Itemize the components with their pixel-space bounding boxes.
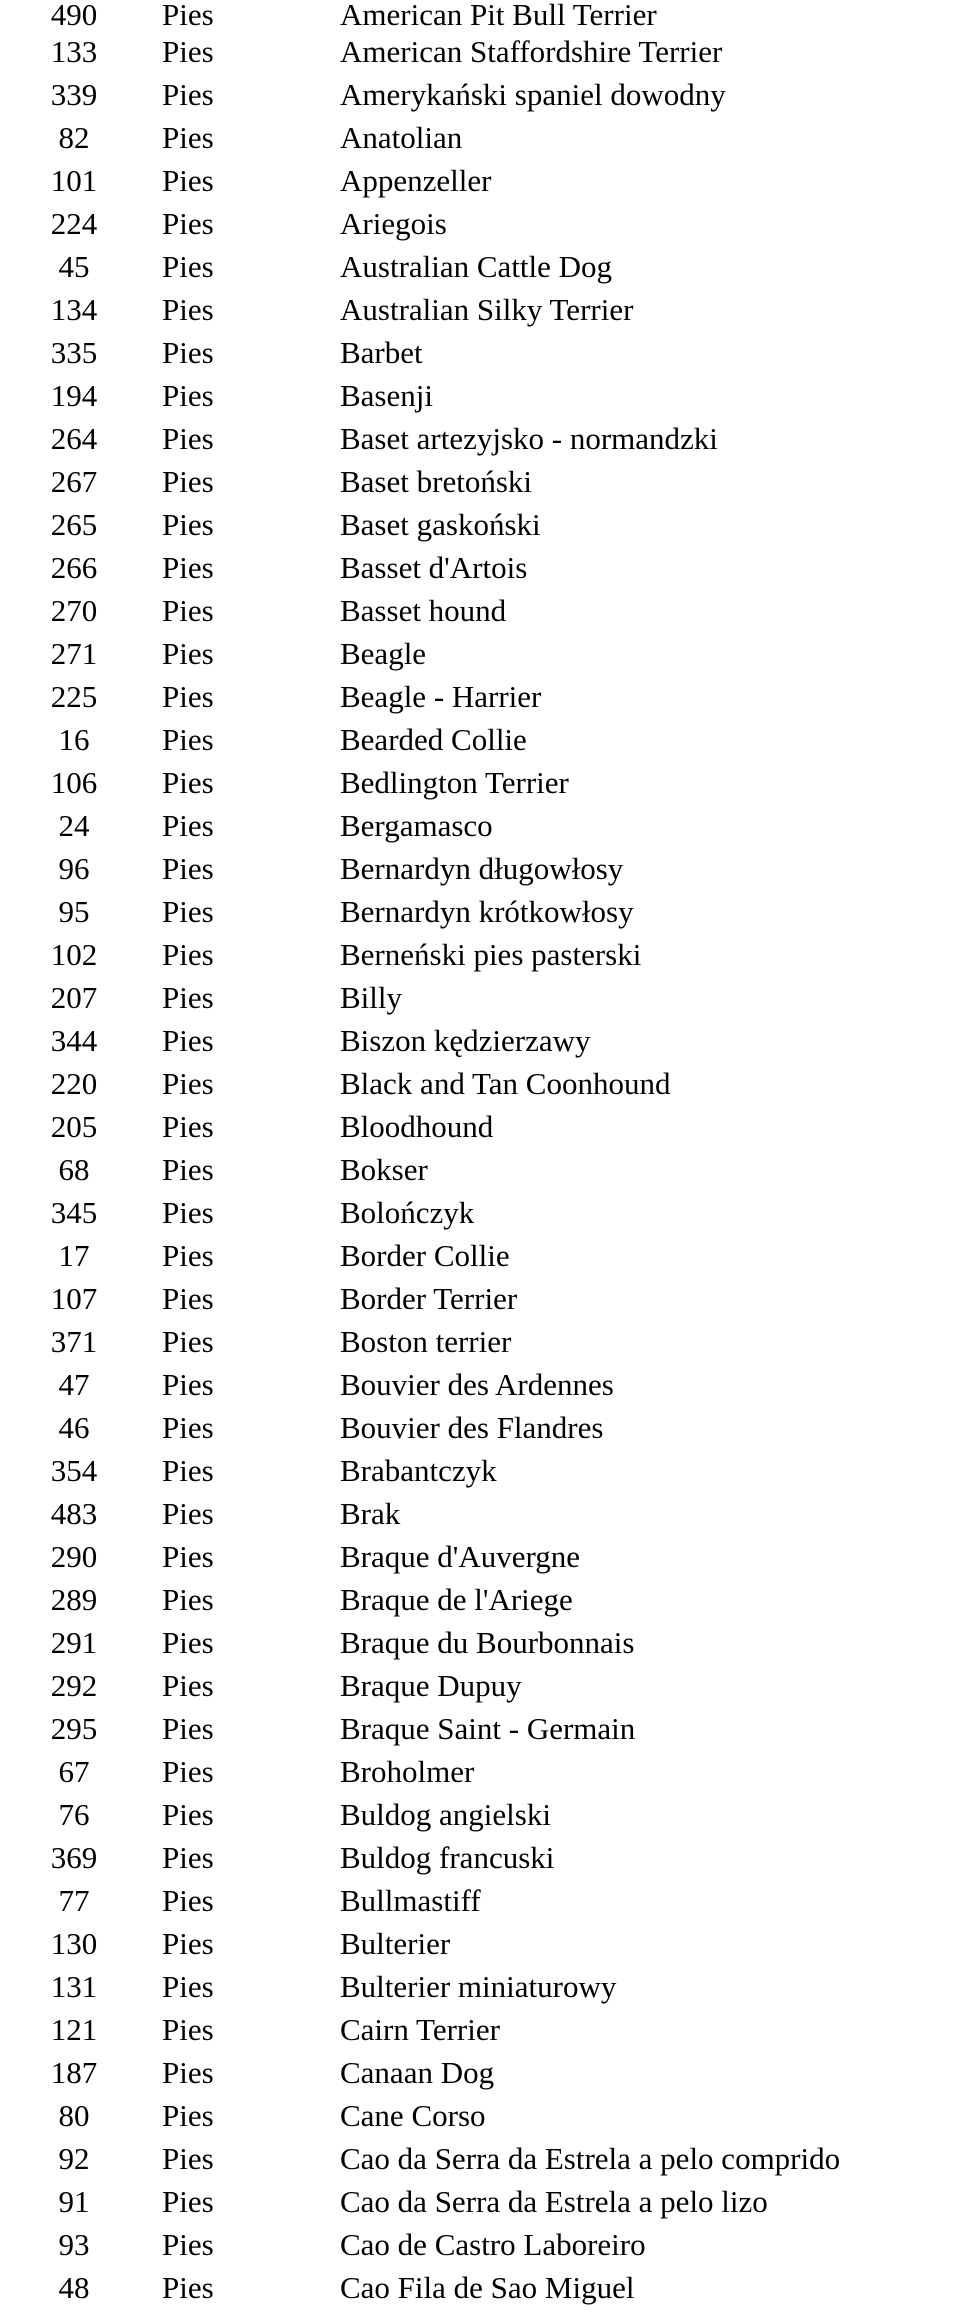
species-cell: Pies [162,2012,214,2047]
species-cell: Pies [162,894,214,929]
breed-id-cell: 134 [50,292,98,327]
breed-name-cell: Biszon kędzierzawy [340,1023,591,1058]
breed-name-cell: Baset artezyjsko - normandzki [340,421,718,456]
breed-id-cell: 490 [50,0,98,32]
species-cell: Pies [162,1109,214,1144]
table-row [0,1793,960,1836]
breed-name-cell: Buldog francuski [340,1840,555,1875]
table-row [0,1492,960,1535]
species-cell: Pies [162,2227,214,2262]
table-row [0,933,960,976]
table-row [0,331,960,374]
breed-name-cell: Amerykański spaniel dowodny [340,77,726,112]
table-row [0,718,960,761]
breed-id-cell: 295 [50,1711,98,1746]
breed-id-cell: 264 [50,421,98,456]
species-cell: Pies [162,378,214,413]
table-row [0,1879,960,1922]
breed-name-cell: Cane Corso [340,2098,486,2133]
species-cell: Pies [162,1023,214,1058]
species-cell: Pies [162,2141,214,2176]
breed-name-cell: Bernardyn krótkowłosy [340,894,634,929]
breed-id-cell: 96 [58,851,90,886]
table-row [0,1320,960,1363]
species-cell: Pies [162,1152,214,1187]
breed-name-cell: Basset d'Artois [340,550,528,585]
breed-name-cell: Bulterier [340,1926,451,1961]
breed-id-cell: 371 [50,1324,98,1359]
species-cell: Pies [162,636,214,671]
table-row [0,503,960,546]
breed-name-cell: Braque Dupuy [340,1668,522,1703]
table-row [0,0,960,30]
breed-name-cell: Bokser [340,1152,428,1187]
breed-id-cell: 93 [58,2227,90,2262]
table-row [0,1836,960,1879]
breed-name-cell: Basset hound [340,593,507,628]
breed-name-cell: Cao Fila de Sao Miguel [340,2270,635,2305]
table-row [0,675,960,718]
breed-id-cell: 344 [50,1023,98,1058]
species-cell: Pies [162,2184,214,2219]
breed-id-cell: 266 [50,550,98,585]
table-row [0,976,960,1019]
species-cell: Pies [162,1324,214,1359]
species-cell: Pies [162,1195,214,1230]
breed-name-cell: Border Collie [340,1238,510,1273]
table-row [0,1621,960,1664]
species-cell: Pies [162,1582,214,1617]
table-row [0,417,960,460]
breed-id-cell: 220 [50,1066,98,1101]
table-row [0,1750,960,1793]
species-cell: Pies [162,1969,214,2004]
breed-name-cell: Border Terrier [340,1281,518,1316]
table-row [0,73,960,116]
breed-name-cell: Braque d'Auvergne [340,1539,581,1574]
breed-name-cell: Bergamasco [340,808,493,843]
table-row [0,1535,960,1578]
breed-id-cell: 77 [58,1883,90,1918]
species-cell: Pies [162,980,214,1015]
breed-id-cell: 354 [50,1453,98,1488]
breed-name-cell: Anatolian [340,120,463,155]
species-cell: Pies [162,335,214,370]
breed-name-cell: Berneński pies pasterski [340,937,642,972]
species-cell: Pies [162,1238,214,1273]
table-row [0,2223,960,2266]
breed-name-cell: Braque Saint - Germain [340,1711,636,1746]
breed-id-cell: 267 [50,464,98,499]
table-row [0,2051,960,2094]
breed-id-cell: 207 [50,980,98,1015]
breed-name-cell: American Staffordshire Terrier [340,34,723,69]
breed-id-cell: 130 [50,1926,98,1961]
breed-name-cell: Billy [340,980,403,1015]
breed-name-cell: Australian Silky Terrier [340,292,634,327]
species-cell: Pies [162,1754,214,1789]
species-cell: Pies [162,507,214,542]
species-cell: Pies [162,1926,214,1961]
breed-name-cell: Australian Cattle Dog [340,249,613,284]
breed-name-cell: Boston terrier [340,1324,512,1359]
breed-id-cell: 270 [50,593,98,628]
breed-name-cell: Cao de Castro Laboreiro [340,2227,646,2262]
table-row [0,1965,960,2008]
table-row [0,288,960,331]
species-cell: Pies [162,1625,214,1660]
breed-name-cell: Cairn Terrier [340,2012,500,2047]
species-cell: Pies [162,464,214,499]
breed-name-cell: Cao da Serra da Estrela a pelo comprido [340,2141,841,2176]
species-cell: Pies [162,1066,214,1101]
breed-name-cell: Canaan Dog [340,2055,495,2090]
species-cell: Pies [162,163,214,198]
breed-name-cell: Barbet [340,335,423,370]
species-cell: Pies [162,851,214,886]
species-cell: Pies [162,1367,214,1402]
table-row [0,2266,960,2309]
table-row [0,1406,960,1449]
breed-id-cell: 289 [50,1582,98,1617]
breed-id-cell: 290 [50,1539,98,1574]
breed-name-cell: Buldog angielski [340,1797,551,1832]
breed-id-cell: 82 [58,120,90,155]
species-cell: Pies [162,206,214,241]
table-row [0,1664,960,1707]
breed-id-cell: 107 [50,1281,98,1316]
species-cell: Pies [162,120,214,155]
table-row [0,1234,960,1277]
breed-name-cell: Basenji [340,378,433,413]
species-cell: Pies [162,1840,214,1875]
species-cell: Pies [162,722,214,757]
table-row [0,460,960,503]
breed-name-cell: Bloodhound [340,1109,494,1144]
species-cell: Pies [162,550,214,585]
table-row [0,159,960,202]
breed-name-cell: Bedlington Terrier [340,765,569,800]
breed-id-cell: 345 [50,1195,98,1230]
breed-id-cell: 91 [58,2184,90,2219]
breed-id-cell: 225 [50,679,98,714]
breed-id-cell: 47 [58,1367,90,1402]
breed-id-cell: 121 [50,2012,98,2047]
table-row [0,116,960,159]
breed-name-cell: Brak [340,1496,401,1531]
table-row [0,374,960,417]
breed-id-cell: 335 [50,335,98,370]
species-cell: Pies [162,421,214,456]
breed-id-cell: 95 [58,894,90,929]
breed-id-cell: 291 [50,1625,98,1660]
table-row [0,1578,960,1621]
table-row [0,1922,960,1965]
table-row [0,761,960,804]
species-cell: Pies [162,0,214,32]
breed-name-cell: Bolończyk [340,1195,475,1230]
breed-name-cell: Baset gaskoński [340,507,541,542]
species-cell: Pies [162,1668,214,1703]
breed-id-cell: 16 [58,722,90,757]
species-cell: Pies [162,1281,214,1316]
table-row [0,2180,960,2223]
breed-name-cell: Braque de l'Ariege [340,1582,573,1617]
table-row [0,1019,960,1062]
breed-name-cell: Broholmer [340,1754,475,1789]
table-row [0,245,960,288]
table-row [0,804,960,847]
breed-id-cell: 76 [58,1797,90,1832]
breed-id-cell: 68 [58,1152,90,1187]
breed-name-cell: Bouvier des Flandres [340,1410,604,1445]
breed-id-cell: 92 [58,2141,90,2176]
species-cell: Pies [162,765,214,800]
table-row [0,202,960,245]
breed-name-cell: Bouvier des Ardennes [340,1367,614,1402]
breed-id-cell: 46 [58,1410,90,1445]
table-row [0,890,960,933]
species-cell: Pies [162,249,214,284]
species-cell: Pies [162,2270,214,2305]
table-row [0,2137,960,2180]
breed-id-cell: 369 [50,1840,98,1875]
breed-id-cell: 483 [50,1496,98,1531]
breed-name-cell: Beagle - Harrier [340,679,542,714]
table-row [0,546,960,589]
species-cell: Pies [162,1453,214,1488]
breed-name-cell: Bernardyn długowłosy [340,851,624,886]
breed-id-cell: 131 [50,1969,98,2004]
breed-name-cell: Bearded Collie [340,722,527,757]
breed-name-cell: Ariegois [340,206,447,241]
species-cell: Pies [162,1797,214,1832]
breed-name-cell: Baset bretoński [340,464,532,499]
breed-name-cell: Beagle [340,636,427,671]
breed-name-cell: Braque du Bourbonnais [340,1625,635,1660]
breed-id-cell: 292 [50,1668,98,1703]
breed-id-cell: 102 [50,937,98,972]
breed-name-cell: American Pit Bull Terrier [340,0,657,32]
species-cell: Pies [162,1883,214,1918]
breed-id-cell: 67 [58,1754,90,1789]
table-row [0,1148,960,1191]
table-row [0,30,960,73]
table-row [0,2094,960,2137]
species-cell: Pies [162,1539,214,1574]
species-cell: Pies [162,77,214,112]
breed-id-cell: 133 [50,34,98,69]
species-cell: Pies [162,593,214,628]
table-row [0,1062,960,1105]
species-cell: Pies [162,1711,214,1746]
species-cell: Pies [162,937,214,972]
species-cell: Pies [162,2098,214,2133]
table-row [0,1449,960,1492]
breed-id-cell: 45 [58,249,90,284]
breed-id-cell: 17 [58,1238,90,1273]
breed-name-cell: Appenzeller [340,163,492,198]
breed-id-cell: 106 [50,765,98,800]
breed-name-cell: Bullmastiff [340,1883,481,1918]
species-cell: Pies [162,1496,214,1531]
breed-id-cell: 271 [50,636,98,671]
breed-id-cell: 205 [50,1109,98,1144]
breed-id-cell: 101 [50,163,98,198]
species-cell: Pies [162,1410,214,1445]
breed-id-cell: 265 [50,507,98,542]
breed-name-cell: Bulterier miniaturowy [340,1969,617,2004]
species-cell: Pies [162,2055,214,2090]
breed-id-cell: 339 [50,77,98,112]
species-cell: Pies [162,679,214,714]
breed-name-cell: Black and Tan Coonhound [340,1066,671,1101]
table-row [0,1363,960,1406]
species-cell: Pies [162,34,214,69]
table-row [0,847,960,890]
table-row [0,1707,960,1750]
breed-id-cell: 224 [50,206,98,241]
breed-id-cell: 187 [50,2055,98,2090]
table-row [0,1105,960,1148]
table-row [0,632,960,675]
breed-id-cell: 48 [58,2270,90,2305]
breed-id-cell: 194 [50,378,98,413]
species-cell: Pies [162,808,214,843]
breed-id-cell: 24 [58,808,90,843]
table-row [0,1191,960,1234]
breed-name-cell: Brabantczyk [340,1453,497,1488]
table-row [0,589,960,632]
table-row [0,1277,960,1320]
breed-name-cell: Cao da Serra da Estrela a pelo lizo [340,2184,768,2219]
breed-id-cell: 80 [58,2098,90,2133]
species-cell: Pies [162,292,214,327]
table-row [0,2008,960,2051]
